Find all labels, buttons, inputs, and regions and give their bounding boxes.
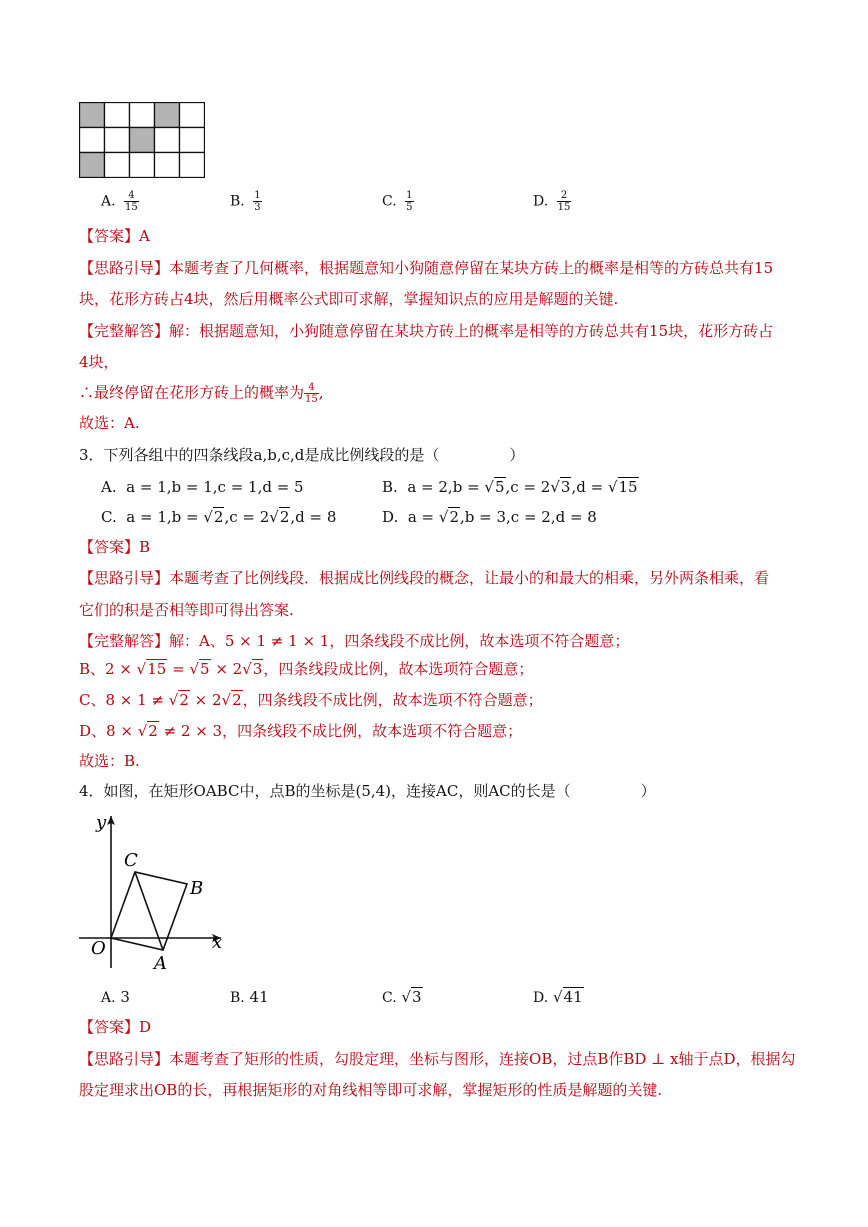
q2-option-d[interactable]: D. $\frac{2}{15}$ — [533, 190, 571, 213]
q3-conclusion: 故选：B. — [79, 752, 140, 770]
q3-hint-line2: 它们的积是否相等即可得出答案. — [79, 601, 294, 619]
q4-hint-line1: 【思路引导】本题考查了矩形的性质，勾股定理，坐标与图形，连接OB，过点B作BD ⊥ x轴于点D，根据勾 — [79, 1050, 796, 1068]
tile-shaded — [80, 153, 105, 178]
q4-answer: 【答案】D — [79, 1018, 152, 1036]
q3-full-a: 【完整解答】解：A、5 × 1 ≠ 1 × 1，四条线段不成比例，故本选项不符合题意； — [79, 632, 630, 650]
label-b: B — [190, 878, 204, 899]
q2-option-b[interactable]: B. $\frac{1}{3}$ — [230, 190, 261, 213]
tile — [105, 128, 130, 153]
q2-answer: 【答案】A — [79, 227, 150, 245]
tile — [105, 153, 130, 178]
q3-full-b: B、2 × √15 = √5 × 2√3，四条线段成比例，故本选项符合题意； — [79, 660, 534, 678]
label-y: y — [96, 812, 107, 833]
tile — [155, 153, 180, 178]
tile — [155, 128, 180, 153]
tile — [130, 153, 155, 178]
q3-option-c[interactable]: C. a = 1,b = √2,c = 2√2,d = 8 — [101, 508, 337, 526]
fraction: $\frac{1}{3}$ — [254, 190, 261, 213]
label-x: x — [212, 932, 223, 953]
fraction: $\frac{2}{15}$ — [557, 190, 571, 213]
q2-conclusion: 故选：A. — [79, 414, 140, 432]
q2-hint-line1: 【思路引导】本题考查了几何概率，根据题意知小狗随意停留在某块方砖上的概率是相等的方砖总共有15 — [79, 259, 774, 277]
label-o: O — [91, 938, 106, 959]
q2-full-line1: 【完整解答】解：根据题意知，小狗随意停留在某块方砖上的概率是相等的方砖总共有15块，花形方砖占 — [79, 322, 774, 340]
q3-stem: 3．下列各组中的四条线段a,b,c,d是成比例线段的是（ ） — [79, 446, 525, 464]
q4-option-d[interactable]: D. √41 — [533, 988, 583, 1006]
q4-hint-line2: 股定理求出OB的长，再根据矩形的对角线相等即可求解，掌握矩形的性质是解题的关键. — [79, 1081, 663, 1099]
tile-grid-figure — [79, 102, 205, 178]
fraction: $\frac{1}{5}$ — [406, 190, 413, 213]
tile-shaded — [80, 103, 105, 128]
q2-hint-line2: 块，花形方砖占4块，然后用概率公式即可求解，掌握知识点的应用是解题的关键. — [79, 290, 619, 308]
q3-full-d: D、8 × √2 ≠ 2 × 3，四条线段不成比例，故本选项不符合题意； — [79, 722, 523, 740]
q2-full-line3: ∴最终停留在花形方砖上的概率为 $\frac{4}{15}$ , — [79, 382, 324, 405]
q4-option-c[interactable]: C. √3 — [382, 988, 422, 1006]
q2-full-line2: 4块， — [79, 353, 119, 371]
tile — [180, 128, 205, 153]
q4-option-a[interactable]: A. 3 — [101, 988, 130, 1006]
q4-stem: 4．如图，在矩形OABC中，点B的坐标是(5,4)，连接AC，则AC的长是（ ） — [79, 782, 656, 800]
tile-shaded — [155, 103, 180, 128]
q3-full-c: C、8 × 1 ≠ √2 × 2√2，四条线段不成比例，故本选项不符合题意； — [79, 691, 543, 709]
tile — [180, 153, 205, 178]
tile — [180, 103, 205, 128]
tile — [130, 103, 155, 128]
tile — [80, 128, 105, 153]
q2-option-a[interactable]: A. $\frac{4}{15}$ — [101, 190, 138, 213]
q3-answer: 【答案】B — [79, 538, 151, 556]
q2-option-c[interactable]: C. $\frac{1}{5}$ — [382, 190, 413, 213]
q3-option-d[interactable]: D. a = √2,b = 3,c = 2,d = 8 — [382, 508, 597, 526]
label-c: C — [124, 850, 138, 871]
tile-shaded — [130, 128, 155, 153]
tile — [105, 103, 130, 128]
q3-option-a[interactable]: A. a = 1,b = 1,c = 1,d = 5 — [101, 478, 304, 496]
label-a: A — [154, 953, 167, 974]
fraction: $\frac{4}{15}$ — [125, 190, 138, 213]
q3-option-b[interactable]: B. a = 2,b = √5,c = 2√3,d = √15 — [382, 478, 638, 496]
q3-hint-line1: 【思路引导】本题考查了比例线段．根据成比例线段的概念，让最小的和最大的相乘，另外两条相乘，看 — [79, 569, 770, 587]
fraction: $\frac{4}{15}$ — [305, 382, 318, 405]
rectangle-coordinate-figure — [76, 808, 236, 978]
q4-option-b[interactable]: B. 41 — [230, 988, 269, 1006]
